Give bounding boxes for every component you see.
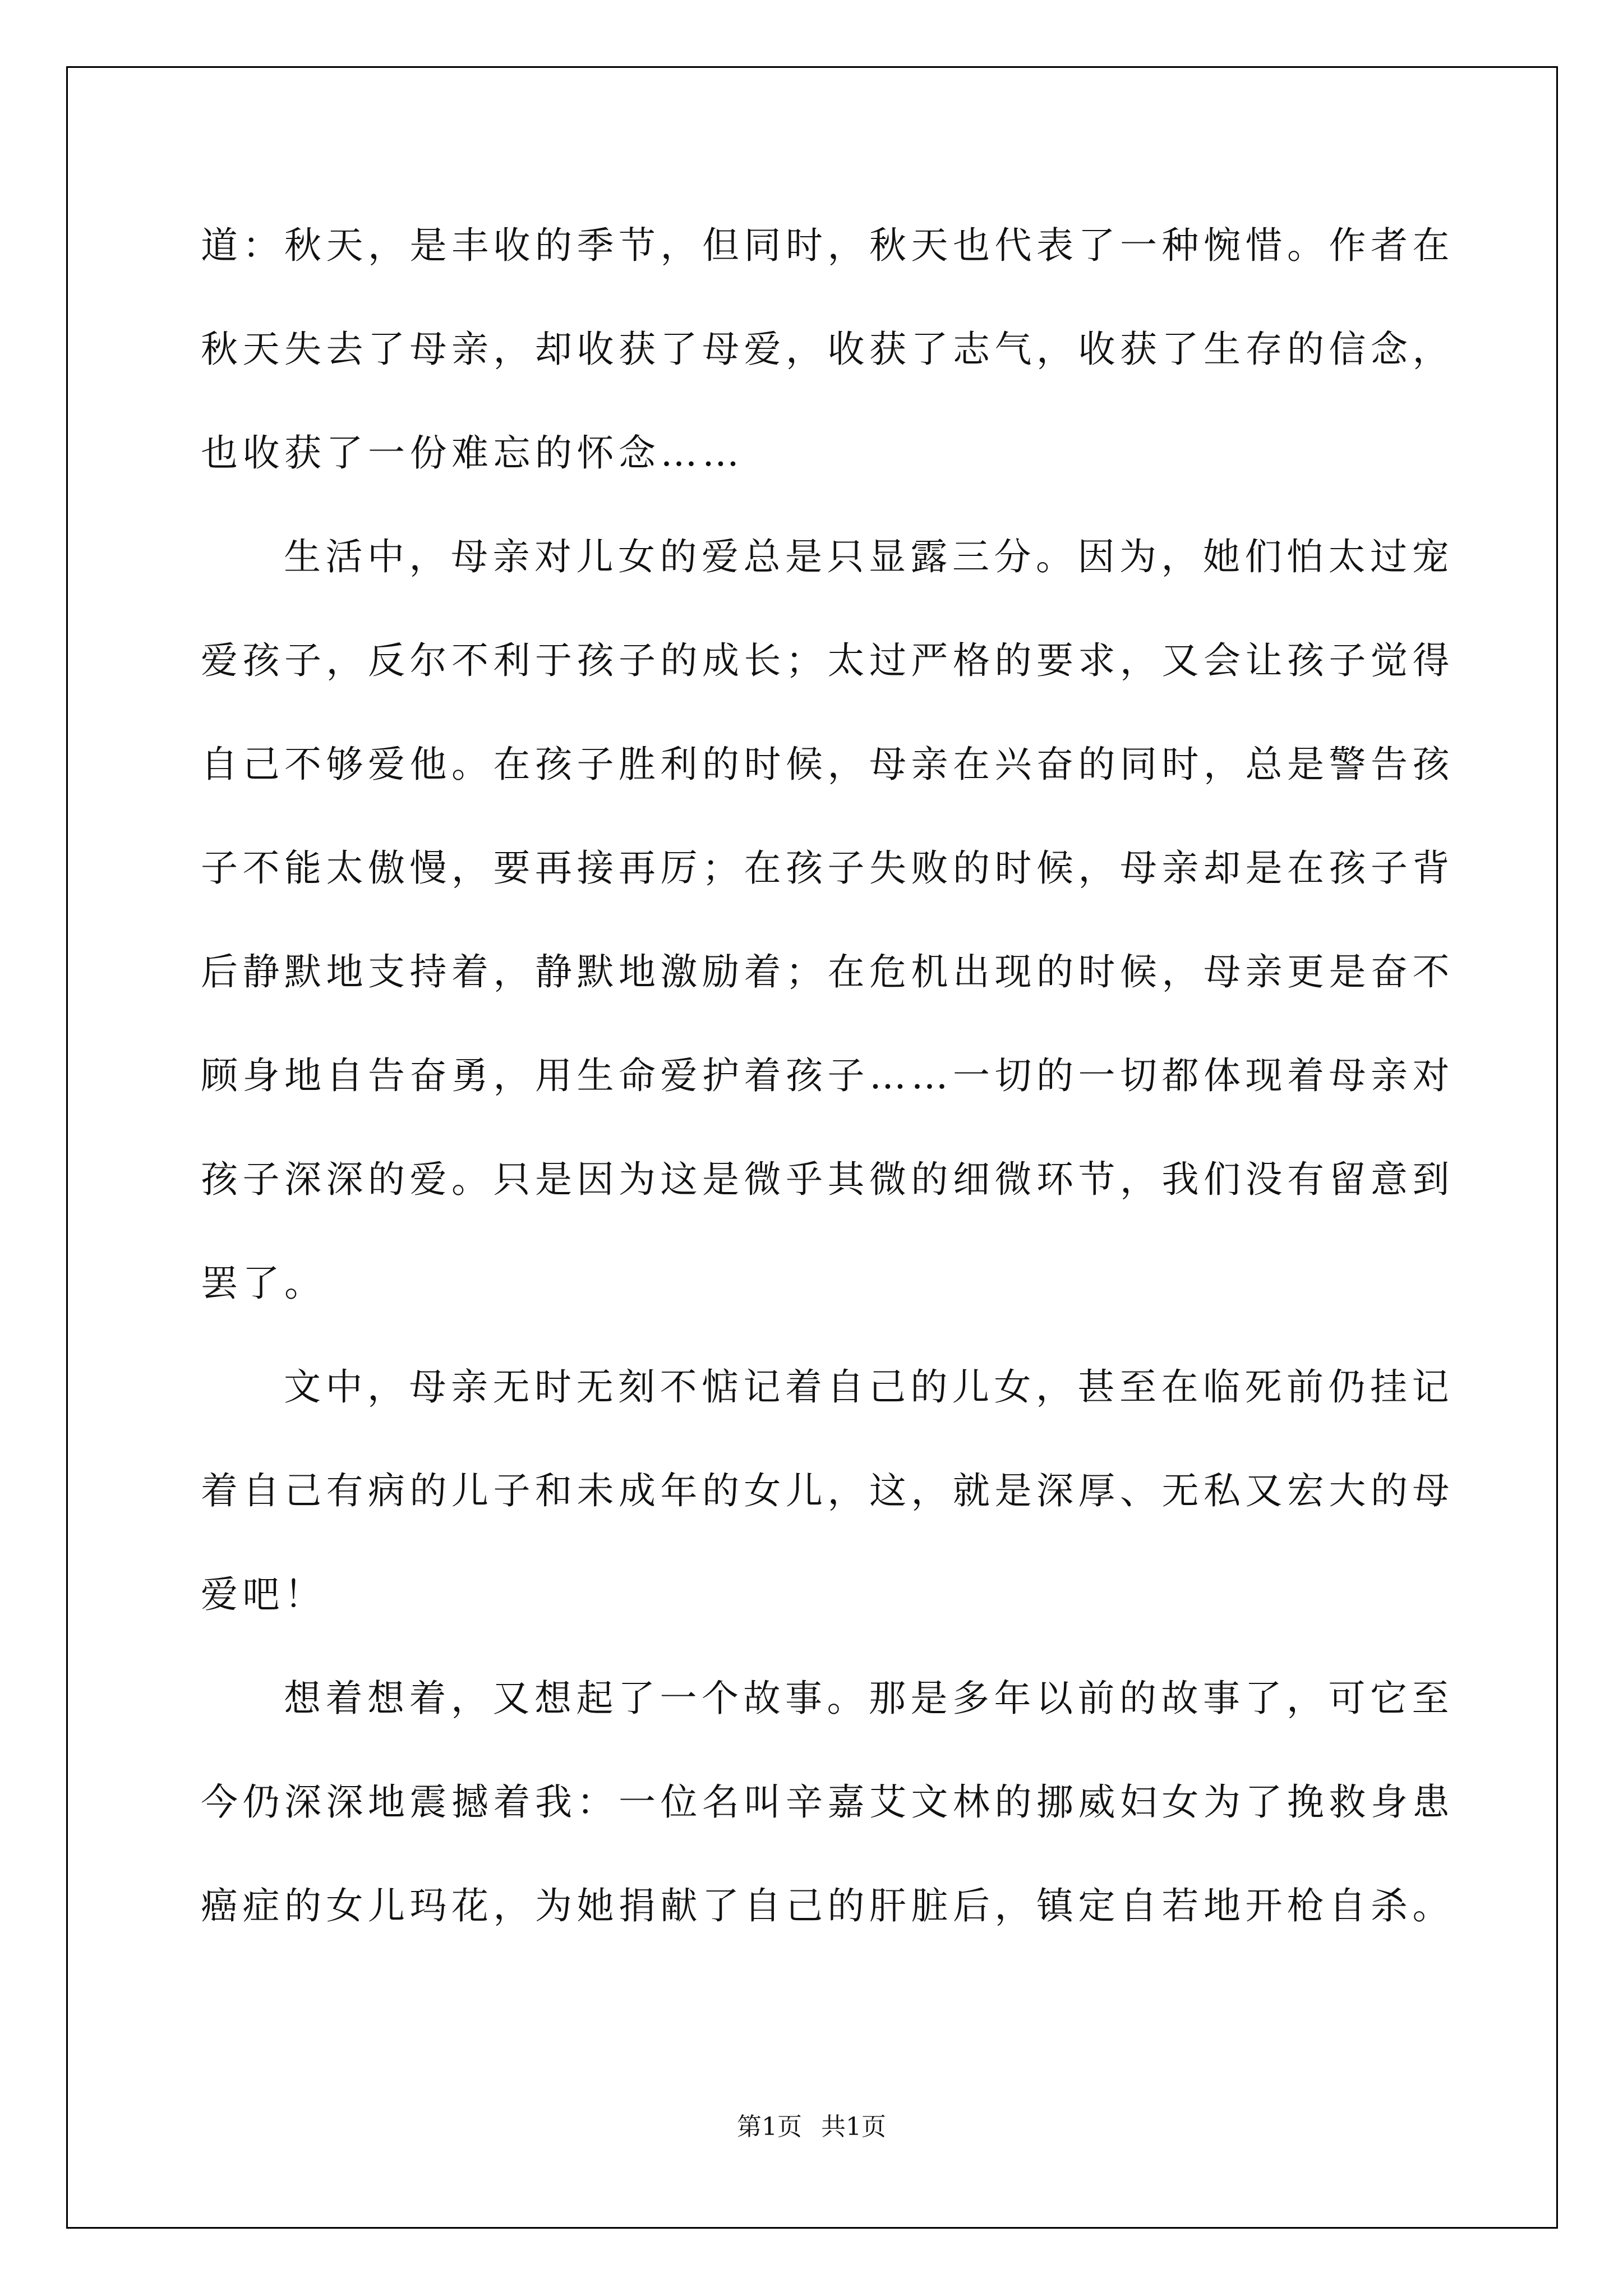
text-line: 想着想着，又想起了一个故事。那是多年以前的故事了，可它至 (284, 1677, 1454, 1720)
text-line: 秋天失去了母亲，却收获了母爱，收获了志气，收获了生存的信念， (201, 328, 1454, 371)
text-line: 爱孩子，反尔不利于孩子的成长；太过严格的要求，又会让孩子觉得 (201, 639, 1454, 682)
text-line: 今仍深深地震撼着我：一位名叫辛嘉艾文林的挪威妇女为了挽救身患 (201, 1780, 1454, 1824)
text-line: 道：秋天，是丰收的季节，但同时，秋天也代表了一种惋惜。作者在 (201, 224, 1454, 267)
document-body (201, 194, 1454, 1958)
text-line: 子不能太傲慢，要再接再厉；在孩子失败的时候，母亲却是在孩子背 (201, 846, 1454, 890)
page-footer (0, 2106, 1623, 2142)
text-line: 后静默地支持着，静默地激励着；在危机出现的时候，母亲更是奋不 (201, 950, 1454, 993)
page-number-total: 共1页 (821, 2113, 886, 2141)
text-line: 也收获了一份难忘的怀念…… (201, 431, 744, 475)
text-line: 生活中，母亲对儿女的爱总是只显露三分。因为，她们怕太过宠 (284, 535, 1454, 578)
text-line: 自己不够爱他。在孩子胜利的时候，母亲在兴奋的同时，总是警告孩 (201, 743, 1454, 786)
text-line: 罢了。 (201, 1262, 326, 1305)
text-line: 文中，母亲无时无刻不惦记着自己的儿女，甚至在临死前仍挂记 (284, 1365, 1454, 1409)
text-line: 癌症的女儿玛花，为她捐献了自己的肝脏后，镇定自若地开枪自杀。 (201, 1884, 1454, 1927)
page-number-current: 第1页 (737, 2113, 802, 2141)
text-line: 着自己有病的儿子和未成年的女儿，这，就是深厚、无私又宏大的母 (201, 1469, 1454, 1512)
text-line: 孩子深深的爱。只是因为这是微乎其微的细微环节，我们没有留意到 (201, 1158, 1454, 1201)
text-line: 顾身地自告奋勇，用生命爱护着孩子……一切的一切都体现着母亲对 (201, 1054, 1454, 1097)
text-line: 爱吧！ (201, 1573, 326, 1616)
